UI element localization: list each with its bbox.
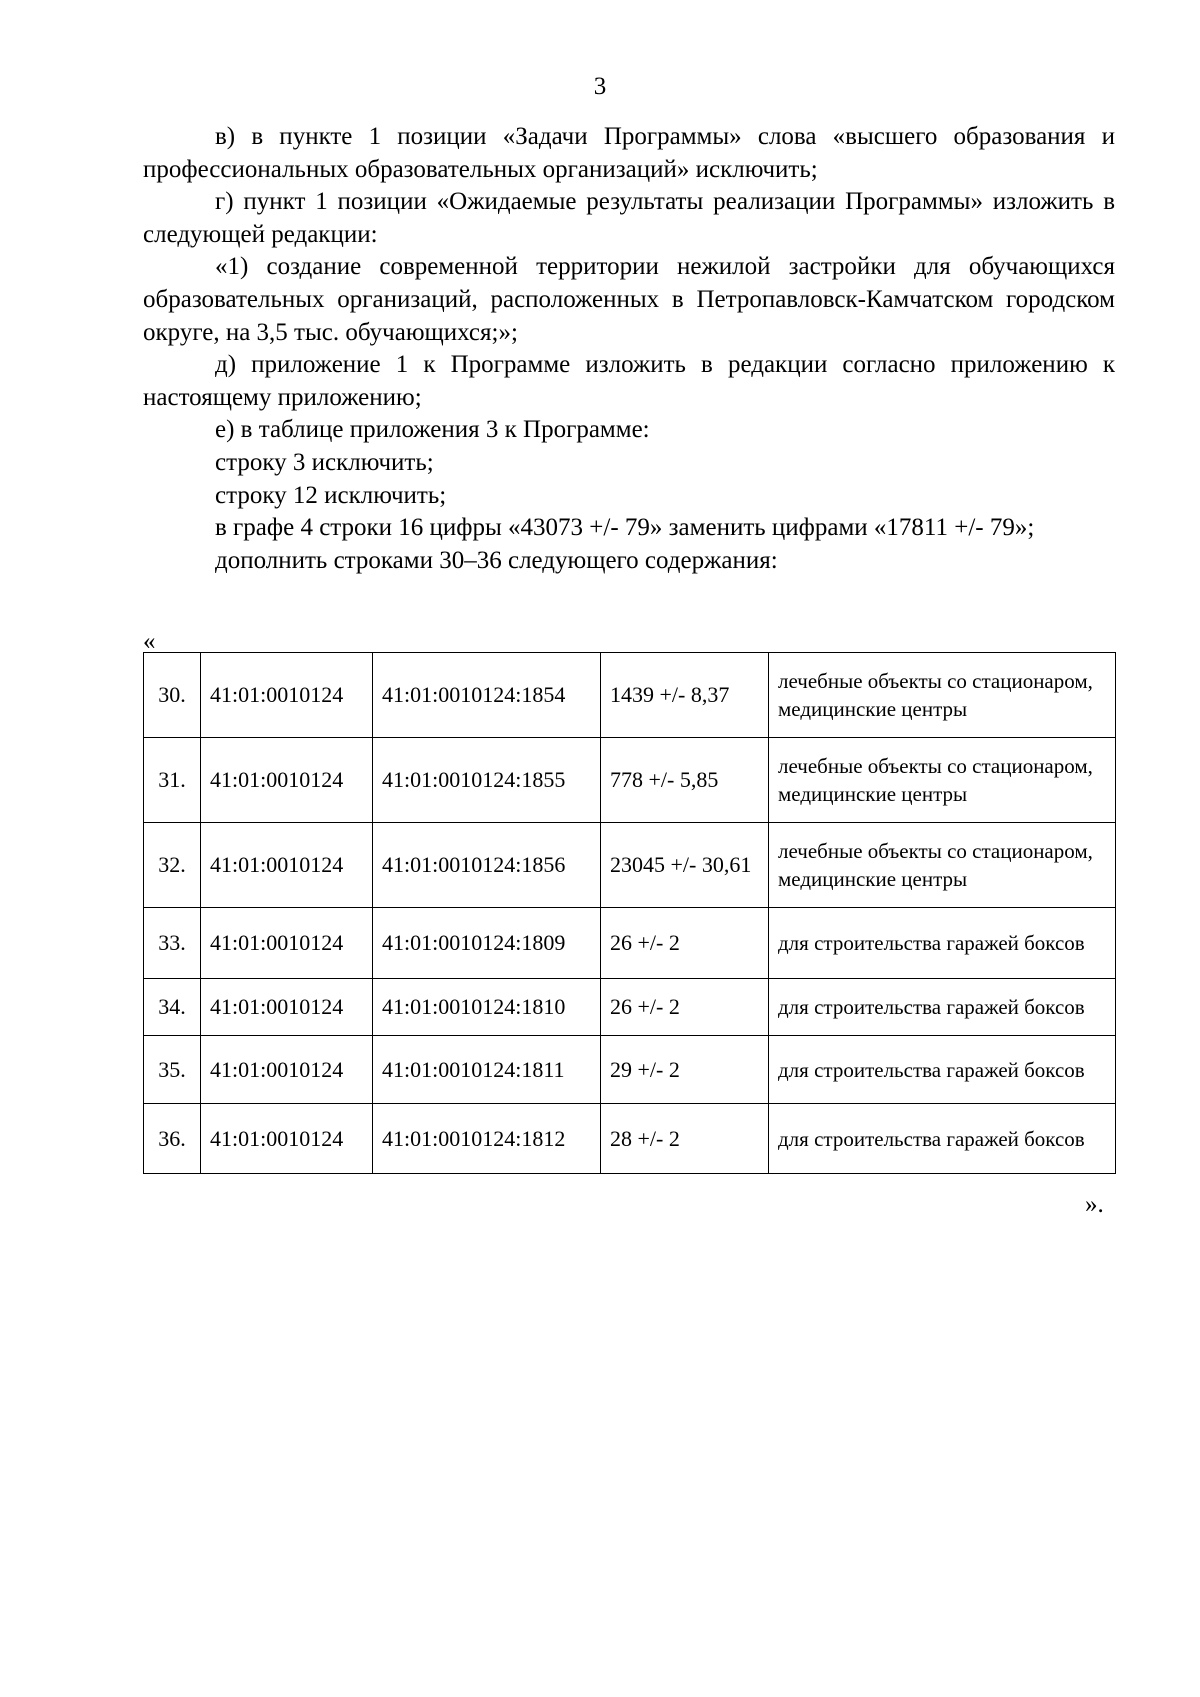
paragraph-row-3: строку 3 исключить; xyxy=(215,448,434,476)
area-cell: 28 +/- 2 xyxy=(601,1104,769,1174)
row-number-cell: 33. xyxy=(144,908,201,979)
cadastral-quarter-cell: 41:01:0010124 xyxy=(201,908,373,979)
area-cell: 29 +/- 2 xyxy=(601,1036,769,1104)
row-number-cell: 32. xyxy=(144,823,201,908)
cadastral-number-cell: 41:01:0010124:1810 xyxy=(373,979,601,1036)
table-row xyxy=(144,653,1116,738)
cadastral-quarter-cell: 41:01:0010124 xyxy=(201,738,373,823)
table-row xyxy=(144,1036,1116,1104)
row-number-cell: 34. xyxy=(144,979,201,1036)
table-row xyxy=(144,823,1116,908)
cadastral-number-cell: 41:01:0010124:1854 xyxy=(373,653,601,738)
permitted-use-cell: для строительства гаражей боксов xyxy=(769,908,1116,979)
paragraph-d: д) приложение 1 к Программе изложить в редакции согласно приложению к настоящему приложению; xyxy=(143,351,1115,411)
area-cell: 26 +/- 2 xyxy=(601,979,769,1036)
row-number-cell: 35. xyxy=(144,1036,201,1104)
closing-quote: ». xyxy=(1085,1191,1104,1218)
permitted-use-cell: для строительства гаражей боксов xyxy=(769,1036,1116,1104)
cadastral-quarter-cell: 41:01:0010124 xyxy=(201,1104,373,1174)
paragraph-row-16: в графе 4 строки 16 цифры «43073 +/- 79» заменить цифрами «17811 +/- 79»; xyxy=(215,514,1035,542)
cadastral-quarter-cell: 41:01:0010124 xyxy=(201,1036,373,1104)
cadastral-quarter-cell: 41:01:0010124 xyxy=(201,823,373,908)
amendment-table-body xyxy=(144,653,1116,1174)
area-cell: 778 +/- 5,85 xyxy=(601,738,769,823)
paragraph-e: е) в таблице приложения 3 к Программе: xyxy=(215,416,650,444)
paragraph-v: в) в пункте 1 позиции «Задачи Программы» слова «высшего образования и профессиональных образовательных организаций» исключить; xyxy=(143,123,1115,183)
paragraph-row-12: строку 12 исключить; xyxy=(215,481,447,509)
permitted-use-cell: лечебные объекты со стационаром, медицинские центры xyxy=(769,823,1116,908)
table-row xyxy=(144,979,1116,1036)
document-body xyxy=(143,121,1115,577)
row-number-cell: 30. xyxy=(144,653,201,738)
area-cell: 1439 +/- 8,37 xyxy=(601,653,769,738)
cadastral-number-cell: 41:01:0010124:1811 xyxy=(373,1036,601,1104)
paragraph-g: г) пункт 1 позиции «Ожидаемые результаты реализации Программы» изложить в следующей редакции: xyxy=(143,188,1115,248)
cadastral-number-cell: 41:01:0010124:1855 xyxy=(373,738,601,823)
table-row xyxy=(144,1104,1116,1174)
permitted-use-cell: для строительства гаражей боксов xyxy=(769,979,1116,1036)
cadastral-number-cell: 41:01:0010124:1809 xyxy=(373,908,601,979)
opening-quote: « xyxy=(143,628,156,655)
area-cell: 23045 +/- 30,61 xyxy=(601,823,769,908)
row-number-cell: 36. xyxy=(144,1104,201,1174)
paragraph-quote-1: «1) создание современной территории нежилой застройки для обучающихся образовательных организаций, расположенных в Петропавловск-Камчатском городском округе, на 3,5 тыс. обучающихся;»; xyxy=(143,253,1115,346)
amendment-table xyxy=(143,652,1116,1174)
permitted-use-cell: лечебные объекты со стационаром, медицинские центры xyxy=(769,738,1116,823)
row-number-cell: 31. xyxy=(144,738,201,823)
permitted-use-cell: для строительства гаражей боксов xyxy=(769,1104,1116,1174)
cadastral-quarter-cell: 41:01:0010124 xyxy=(201,653,373,738)
table-row xyxy=(144,908,1116,979)
page-number: 3 xyxy=(593,73,607,100)
paragraph-add-rows: дополнить строками 30–36 следующего содержания: xyxy=(215,546,778,574)
cadastral-number-cell: 41:01:0010124:1856 xyxy=(373,823,601,908)
cadastral-number-cell: 41:01:0010124:1812 xyxy=(373,1104,601,1174)
table-row xyxy=(144,738,1116,823)
cadastral-quarter-cell: 41:01:0010124 xyxy=(201,979,373,1036)
area-cell: 26 +/- 2 xyxy=(601,908,769,979)
permitted-use-cell: лечебные объекты со стационаром, медицинские центры xyxy=(769,653,1116,738)
